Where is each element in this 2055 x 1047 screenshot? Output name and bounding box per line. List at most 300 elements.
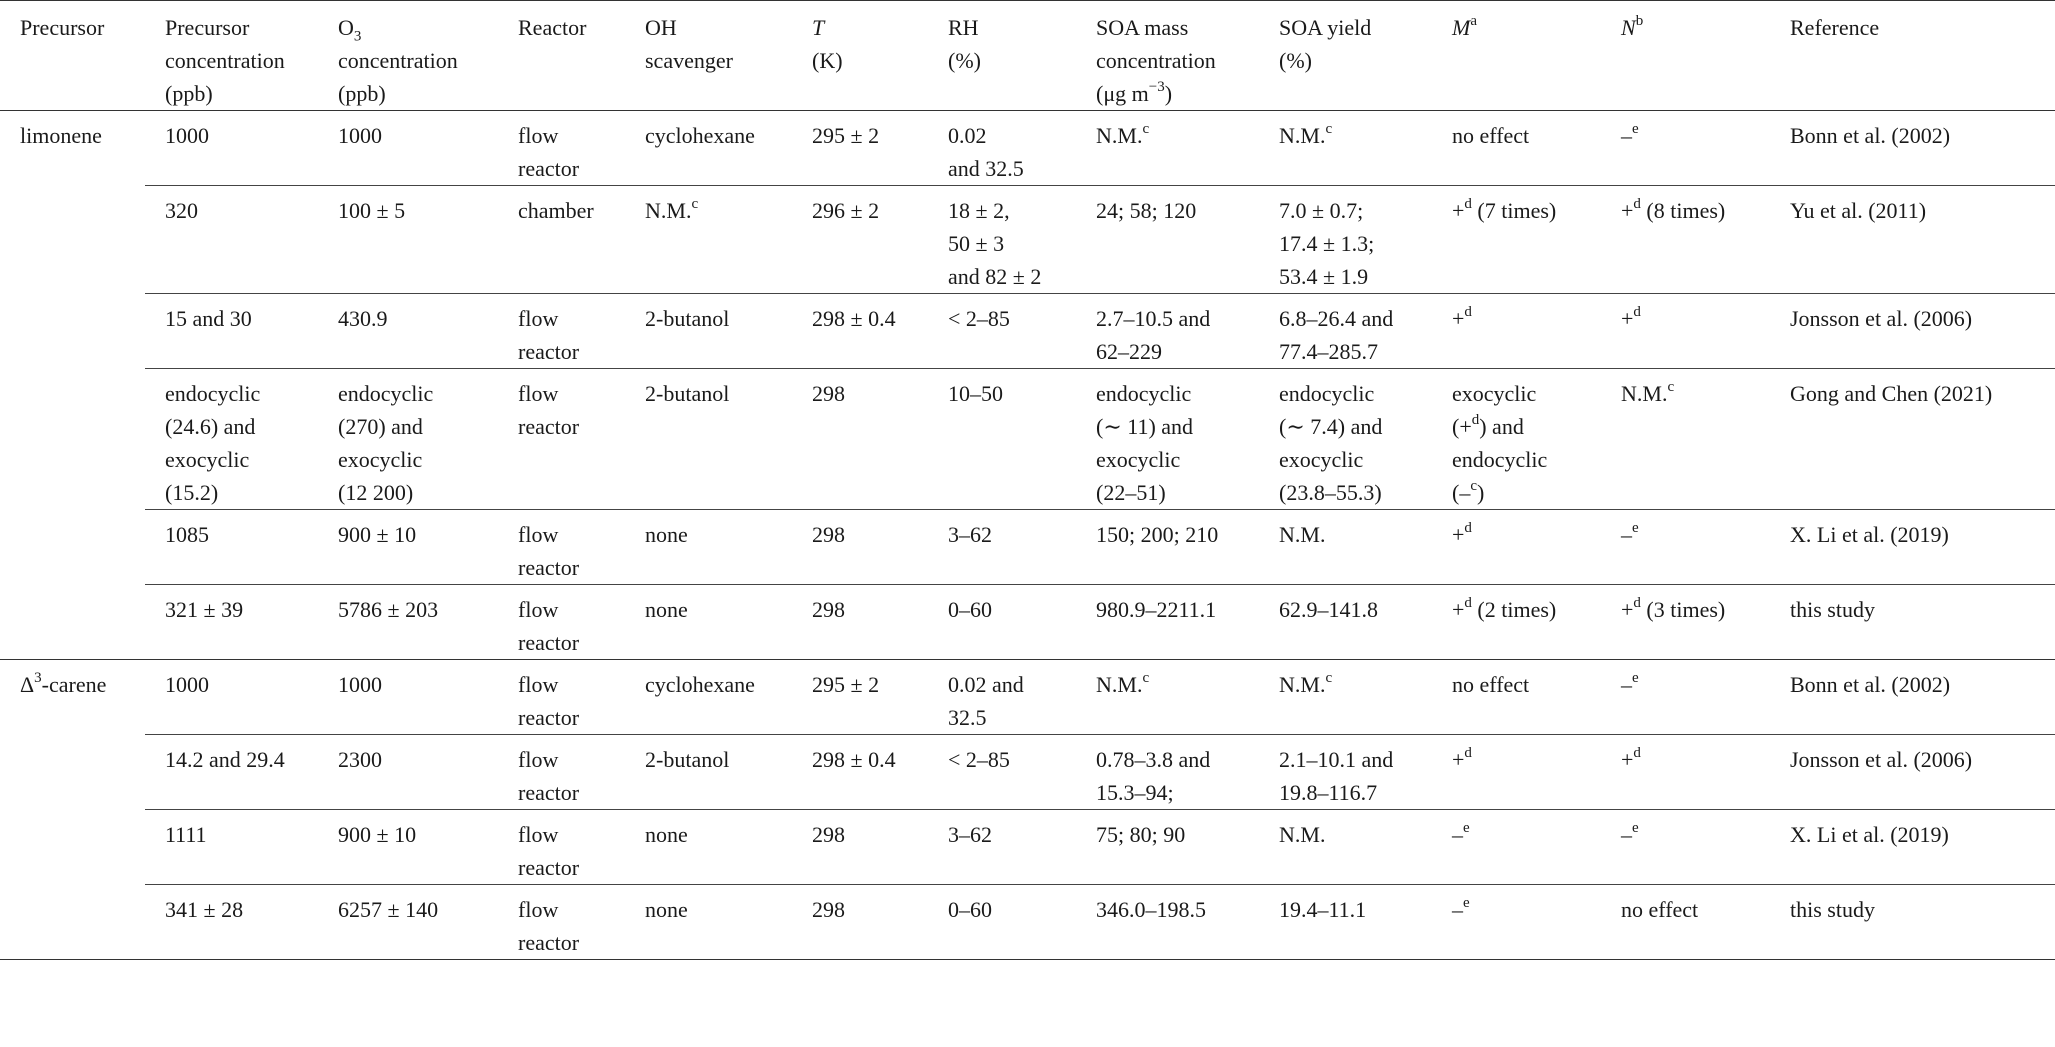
header-reactor	[498, 1, 625, 111]
reactor-cell	[498, 369, 625, 510]
reactor-cell	[498, 186, 625, 294]
cell-line	[338, 893, 498, 926]
cell-text: +	[1452, 522, 1465, 547]
cell-text: reactor	[518, 339, 580, 364]
footnote-mark: d	[1471, 411, 1480, 428]
soa-yield-cell	[1259, 810, 1432, 885]
cell-line	[1279, 194, 1432, 227]
cell-text: 6257 ± 140	[338, 897, 439, 922]
cell-line	[1621, 893, 1770, 926]
cell-text: 900 ± 10	[338, 822, 417, 847]
cell-text: reactor	[518, 156, 580, 181]
precursor-name: -carene	[41, 672, 107, 697]
table-row	[0, 660, 2055, 735]
cell-line	[812, 668, 928, 701]
cell-line	[948, 668, 1076, 701]
cell-text: –	[1452, 822, 1463, 847]
cell-text: exocyclic	[1096, 447, 1181, 472]
cell-text: flow	[518, 897, 559, 922]
m-effect-cell	[1432, 369, 1601, 510]
soa-yield-cell	[1259, 585, 1432, 660]
cell-text: flow	[518, 822, 559, 847]
cell-text: (+	[1452, 414, 1472, 439]
cell-line	[518, 152, 625, 185]
table-row	[0, 369, 2055, 510]
cell-text: 10–50	[948, 381, 1003, 406]
cell-line	[1452, 893, 1601, 926]
table-row	[0, 885, 2055, 960]
cell-line	[1096, 410, 1259, 443]
cell-text: 15.3–94;	[1096, 780, 1174, 805]
header-line: RH	[948, 15, 979, 40]
oh-scavenger-cell	[625, 510, 792, 585]
cell-text: (∼ 11) and	[1096, 414, 1194, 439]
cell-line	[165, 302, 318, 335]
cell-line	[338, 302, 498, 335]
header-temperature	[792, 1, 928, 111]
cell-text: 1111	[165, 822, 207, 847]
cell-text-after: (3 times)	[1640, 597, 1726, 622]
footnote-mark: c	[1142, 120, 1150, 137]
cell-text: flow	[518, 672, 559, 697]
cell-text: +	[1621, 747, 1634, 772]
cell-text: 1000	[165, 672, 209, 697]
cell-text: 298	[812, 522, 845, 547]
cell-line	[338, 476, 498, 509]
header-line: OH	[645, 15, 677, 40]
cell-text: (23.8–55.3)	[1279, 480, 1382, 505]
cell-line	[1790, 119, 2055, 152]
cell-text: N.M.	[1621, 381, 1668, 406]
cell-text: endocyclic	[1452, 447, 1548, 472]
cell-line	[518, 893, 625, 926]
n-effect-cell	[1601, 111, 1770, 186]
n-effect-cell	[1601, 186, 1770, 294]
cell-text: cyclohexane	[645, 123, 755, 148]
cell-text: < 2–85	[948, 747, 1010, 772]
o3-concentration-cell	[318, 510, 498, 585]
cell-line	[165, 893, 318, 926]
cell-line	[165, 518, 318, 551]
oh-scavenger-cell	[625, 885, 792, 960]
precursor-concentration-cell	[145, 885, 318, 960]
cell-text: –	[1621, 672, 1632, 697]
cell-line	[645, 302, 792, 335]
header-line: SOA yield	[1279, 15, 1372, 40]
cell-text: 1000	[165, 123, 209, 148]
n-effect-cell	[1601, 294, 1770, 369]
cell-line	[948, 377, 1076, 410]
cell-text: +	[1621, 198, 1634, 223]
temperature-cell	[792, 111, 928, 186]
cell-line	[1790, 743, 2055, 776]
cell-line	[1279, 302, 1432, 335]
table-row	[0, 510, 2055, 585]
cell-text: and 82 ± 2	[948, 264, 1042, 289]
header-line: concentration	[165, 48, 285, 73]
cell-line	[1790, 302, 2055, 335]
cell-text: 2-butanol	[645, 381, 730, 406]
cell-line	[518, 302, 625, 335]
m-effect-cell	[1432, 510, 1601, 585]
table-row	[0, 186, 2055, 294]
cell-line	[165, 668, 318, 701]
cell-text: 1000	[338, 123, 382, 148]
m-effect-cell	[1432, 810, 1601, 885]
o3-subscript: 3	[353, 28, 362, 45]
temperature-cell	[792, 585, 928, 660]
oh-scavenger-cell	[625, 186, 792, 294]
footnote-mark: e	[1632, 120, 1639, 137]
header-precursor	[0, 1, 145, 111]
oh-scavenger-cell	[625, 810, 792, 885]
m-effect-cell	[1432, 294, 1601, 369]
cell-text: 53.4 ± 1.9	[1279, 264, 1369, 289]
cell-line	[1279, 776, 1432, 809]
cell-line	[948, 227, 1076, 260]
footnote-mark: e	[1632, 819, 1639, 836]
cell-line	[1279, 410, 1432, 443]
rh-cell	[928, 369, 1076, 510]
oh-scavenger-cell	[625, 660, 792, 735]
cell-text: reactor	[518, 930, 580, 955]
header-line: (ppb)	[165, 81, 213, 106]
soa-mass-cell	[1076, 294, 1259, 369]
cell-text: –	[1621, 822, 1632, 847]
footnote-mark: c	[1325, 120, 1333, 137]
cell-line	[338, 743, 498, 776]
cell-line	[165, 377, 318, 410]
table-row	[0, 585, 2055, 660]
cell-line	[645, 593, 792, 626]
footnote-mark: e	[1463, 819, 1470, 836]
footnote-mark: d	[1464, 195, 1472, 212]
soa-yield-cell	[1259, 510, 1432, 585]
cell-line	[645, 194, 792, 227]
footnote-mark: c	[1667, 378, 1675, 395]
cell-line	[338, 818, 498, 851]
cell-line	[1279, 818, 1432, 851]
cell-line	[1790, 893, 2055, 926]
cell-line	[948, 119, 1076, 152]
soa-mass-cell	[1076, 111, 1259, 186]
soa-mass-cell	[1076, 885, 1259, 960]
cell-text: 62.9–141.8	[1279, 597, 1378, 622]
cell-line	[518, 119, 625, 152]
m-effect-cell	[1432, 885, 1601, 960]
rh-cell	[928, 186, 1076, 294]
o3-concentration-cell	[318, 369, 498, 510]
cell-text: N.M.	[1279, 822, 1326, 847]
cell-line	[1279, 893, 1432, 926]
cell-text: 295 ± 2	[812, 672, 880, 697]
reference-cell	[1770, 510, 2055, 585]
cell-text: exocyclic	[338, 447, 423, 472]
header-line: (ppb)	[338, 81, 386, 106]
cell-line	[948, 593, 1076, 626]
soa-mass-cell	[1076, 585, 1259, 660]
soa-mass-cell	[1076, 810, 1259, 885]
cell-line	[1096, 668, 1259, 701]
n-effect-cell	[1601, 810, 1770, 885]
cell-text: exocyclic	[165, 447, 250, 472]
cell-line	[165, 743, 318, 776]
m-effect-cell	[1432, 660, 1601, 735]
m-effect-cell	[1432, 111, 1601, 186]
cell-text: 19.8–116.7	[1279, 780, 1378, 805]
soa-yield-cell	[1259, 369, 1432, 510]
temperature-unit: (K)	[812, 48, 843, 73]
reactor-cell	[498, 735, 625, 810]
temperature-cell	[792, 369, 928, 510]
cell-line	[1452, 377, 1601, 410]
rh-cell	[928, 294, 1076, 369]
cell-text: no effect	[1452, 123, 1530, 148]
header-line: Reference	[1790, 15, 1880, 40]
cell-line	[1452, 443, 1601, 476]
cell-line	[338, 518, 498, 551]
cell-line	[1452, 194, 1601, 227]
rh-cell	[928, 585, 1076, 660]
precursor-cell	[0, 660, 145, 960]
cell-line	[1452, 410, 1601, 443]
cell-line	[1096, 194, 1259, 227]
cell-text: 3–62	[948, 822, 992, 847]
cell-text: (12 200)	[338, 480, 414, 505]
cell-line	[812, 893, 928, 926]
footnote-mark: c	[1142, 669, 1150, 686]
soa-mass-cell	[1076, 186, 1259, 294]
cell-line	[1279, 377, 1432, 410]
header-line: (%)	[1279, 48, 1312, 73]
n-footnote-mark: b	[1635, 12, 1644, 29]
precursor-prefix: Δ	[20, 672, 35, 697]
oh-scavenger-cell	[625, 735, 792, 810]
rh-cell	[928, 660, 1076, 735]
o3-concentration-cell	[318, 735, 498, 810]
footnote-mark: d	[1633, 594, 1641, 611]
cell-line	[1279, 743, 1432, 776]
cell-text: 3–62	[948, 522, 992, 547]
cell-text: N.M.	[1279, 123, 1326, 148]
soa-yield-cell	[1259, 294, 1432, 369]
cell-text: 5786 ± 203	[338, 597, 439, 622]
cell-line	[1790, 593, 2055, 626]
cell-text: +	[1621, 306, 1634, 331]
cell-text: reactor	[518, 855, 580, 880]
soa-yield-cell	[1259, 885, 1432, 960]
soa-yield-cell	[1259, 186, 1432, 294]
n-effect-cell	[1601, 510, 1770, 585]
temperature-cell	[792, 510, 928, 585]
cell-text: 14.2 and 29.4	[165, 747, 285, 772]
cell-text: 298	[812, 381, 845, 406]
cell-line	[1621, 818, 1770, 851]
header-line: (%)	[948, 48, 981, 73]
cell-text-after: (7 times)	[1471, 198, 1557, 223]
cell-text: 0.78–3.8 and	[1096, 747, 1211, 772]
cell-text: 2-butanol	[645, 306, 730, 331]
cell-line	[1279, 593, 1432, 626]
cell-text: 77.4–285.7	[1279, 339, 1378, 364]
o3-symbol: O	[338, 15, 354, 40]
cell-text: cyclohexane	[645, 672, 755, 697]
cell-line	[1452, 518, 1601, 551]
m-effect-cell	[1432, 186, 1601, 294]
cell-line	[165, 593, 318, 626]
header-n-effect	[1601, 1, 1770, 111]
n-effect-cell	[1601, 885, 1770, 960]
cell-text: no effect	[1452, 672, 1530, 697]
soa-mass-cell	[1076, 735, 1259, 810]
cell-line	[518, 701, 625, 734]
reference-cell	[1770, 660, 2055, 735]
header-line: Reactor	[518, 15, 587, 40]
cell-line	[165, 443, 318, 476]
cell-line	[1096, 119, 1259, 152]
cell-text: 19.4–11.1	[1279, 897, 1367, 922]
cell-line	[645, 668, 792, 701]
cell-text: exocyclic	[1452, 381, 1537, 406]
cell-line	[948, 260, 1076, 293]
cell-line	[948, 893, 1076, 926]
cell-text: 0–60	[948, 897, 992, 922]
cell-line	[518, 626, 625, 659]
footnote-mark: d	[1464, 519, 1472, 536]
soa-yield-cell	[1259, 660, 1432, 735]
cell-text: chamber	[518, 198, 594, 223]
soa-mass-cell	[1076, 369, 1259, 510]
m-footnote-mark: a	[1470, 12, 1477, 29]
cell-text: Yu et al. (2011)	[1790, 198, 1927, 223]
cell-line	[1452, 119, 1601, 152]
n-effect-cell	[1601, 735, 1770, 810]
cell-text: flow	[518, 747, 559, 772]
cell-line	[948, 302, 1076, 335]
cell-line	[518, 335, 625, 368]
cell-line	[948, 152, 1076, 185]
cell-line	[1096, 377, 1259, 410]
precursor-concentration-cell	[145, 660, 318, 735]
cell-line	[1452, 302, 1601, 335]
cell-text: flow	[518, 306, 559, 331]
cell-text: 0–60	[948, 597, 992, 622]
cell-text: (270) and	[338, 414, 423, 439]
cell-line	[812, 743, 928, 776]
cell-line	[1790, 377, 2055, 410]
cell-line	[1621, 743, 1770, 776]
table-row	[0, 294, 2055, 369]
cell-text: 50 ± 3	[948, 231, 1005, 256]
cell-text: 15 and 30	[165, 306, 252, 331]
cell-line	[948, 518, 1076, 551]
cell-text: 1085	[165, 522, 209, 547]
cell-text: 32.5	[948, 705, 987, 730]
cell-text: 0.02	[948, 123, 987, 148]
cell-line	[1279, 260, 1432, 293]
cell-line	[518, 593, 625, 626]
precursor-concentration-cell	[145, 369, 318, 510]
cell-line	[1621, 668, 1770, 701]
header-line: concentration	[338, 48, 458, 73]
cell-line	[1790, 668, 2055, 701]
reactor-cell	[498, 510, 625, 585]
o3-concentration-cell	[318, 186, 498, 294]
o3-concentration-cell	[318, 660, 498, 735]
temperature-cell	[792, 294, 928, 369]
temperature-cell	[792, 885, 928, 960]
cell-line	[1452, 818, 1601, 851]
table-row	[0, 111, 2055, 186]
reactor-cell	[498, 885, 625, 960]
footnote-mark: d	[1633, 195, 1641, 212]
cell-text: 18 ± 2,	[948, 198, 1010, 223]
cell-text: reactor	[518, 555, 580, 580]
cell-text: (15.2)	[165, 480, 219, 505]
cell-text: 75; 80; 90	[1096, 822, 1186, 847]
reference-cell	[1770, 885, 2055, 960]
cell-line	[338, 443, 498, 476]
footnote-mark: c	[1470, 477, 1477, 494]
precursor-concentration-cell	[145, 111, 318, 186]
cell-line	[338, 377, 498, 410]
cell-text-after: (2 times)	[1471, 597, 1557, 622]
cell-text: 7.0 ± 0.7;	[1279, 198, 1364, 223]
cell-text: endocyclic	[338, 381, 434, 406]
reference-cell	[1770, 369, 2055, 510]
oh-scavenger-cell	[625, 585, 792, 660]
cell-text: 1000	[338, 672, 382, 697]
reference-cell	[1770, 111, 2055, 186]
n-effect-cell	[1601, 660, 1770, 735]
cell-text: –	[1452, 897, 1463, 922]
cell-text: 62–229	[1096, 339, 1162, 364]
cell-text: N.M.	[1279, 522, 1326, 547]
header-precursor-concentration	[145, 1, 318, 111]
header-line: scavenger	[645, 48, 733, 73]
cell-line	[1790, 818, 2055, 851]
cell-line	[645, 377, 792, 410]
oh-scavenger-cell	[625, 111, 792, 186]
cell-line	[1096, 518, 1259, 551]
soa-mass-cell	[1076, 660, 1259, 735]
header-reference	[1770, 1, 2055, 111]
cell-line	[1096, 302, 1259, 335]
soa-yield-cell	[1259, 111, 1432, 186]
cell-line	[645, 818, 792, 851]
cell-text: +	[1452, 198, 1465, 223]
cell-line	[338, 194, 498, 227]
cell-line	[1096, 443, 1259, 476]
cell-line	[518, 377, 625, 410]
cell-line	[165, 194, 318, 227]
header-oh-scavenger	[625, 1, 792, 111]
rh-cell	[928, 111, 1076, 186]
cell-text: N.M.	[1279, 672, 1326, 697]
cell-text-after: )	[1477, 480, 1485, 505]
oh-scavenger-cell	[625, 369, 792, 510]
cell-text: 346.0–198.5	[1096, 897, 1206, 922]
cell-text: 150; 200; 210	[1096, 522, 1219, 547]
cell-line	[812, 818, 928, 851]
cell-line	[948, 818, 1076, 851]
cell-line	[1279, 443, 1432, 476]
rh-cell	[928, 735, 1076, 810]
reactor-cell	[498, 111, 625, 186]
reference-cell	[1770, 294, 2055, 369]
soa-mass-unit-exp: −3	[1148, 78, 1165, 95]
cell-line	[1096, 335, 1259, 368]
